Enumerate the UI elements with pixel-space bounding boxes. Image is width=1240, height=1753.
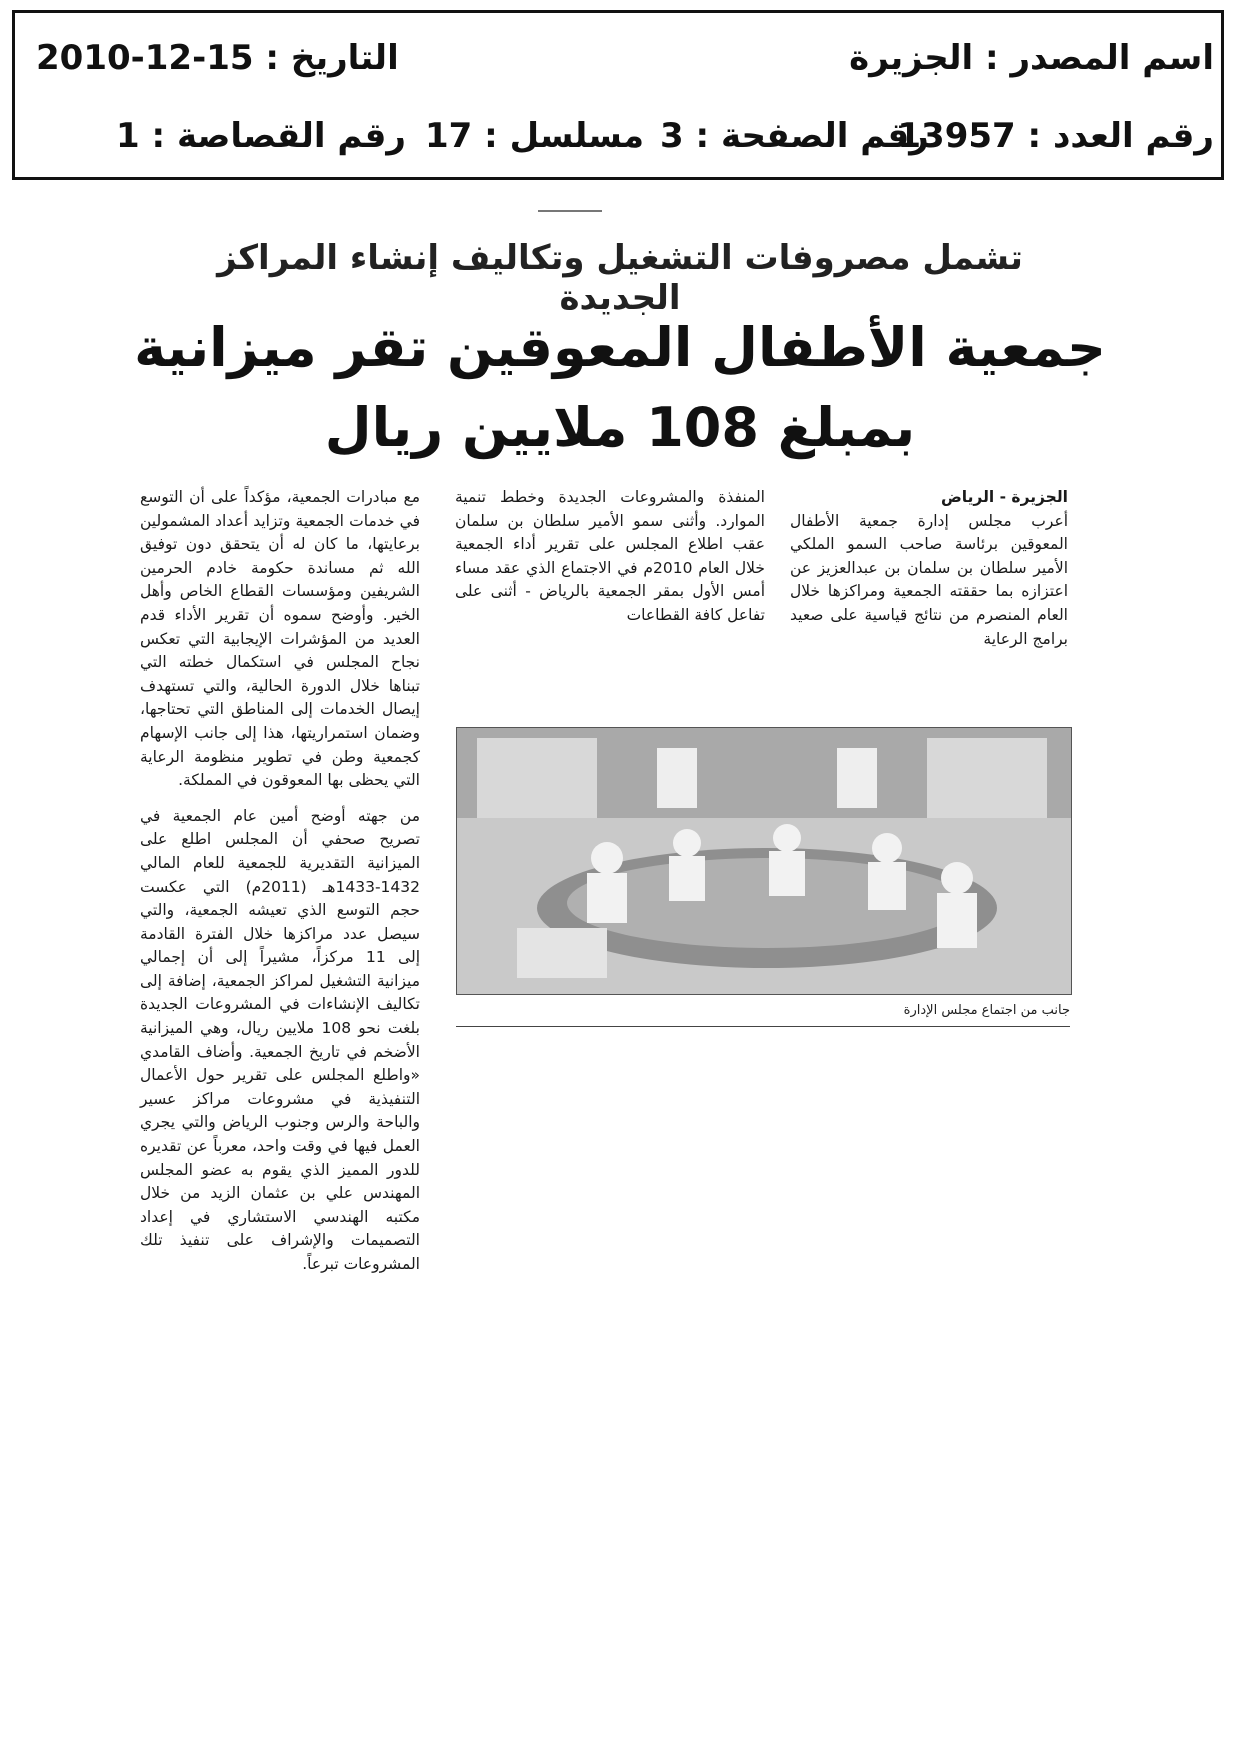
source-label: اسم المصدر : الجزيرة [849,38,1214,78]
meeting-photo-image [457,728,1071,994]
article-subtitle: تشمل مصروفات التشغيل وتكاليف إنشاء المراكز الجديدة [217,238,1023,318]
headline-line-1: جمعية الأطفال المعوقين تقر ميزانية [134,316,1106,379]
column-middle-text: المنفذة والمشروعات الجديدة وخطط تنمية الموارد. وأثنى سمو الأمير سلطان بن سلمان عقب اطلاع المجلس على تقرير أداء الجمعية خلال العام 2010م في الاجتماع الذي عقد مساء أمس الأول بمقر الجمعية بالرياض - أثنى على تفاعل كافة القطاعات [455,488,765,624]
clip-label: رقم القصاصة : 1 [116,116,406,156]
caption-rule [456,1026,1070,1027]
serial-label: مسلسل : 17 [425,116,645,156]
column-right-text: أعرب مجلس إدارة جمعية الأطفال المعوقين برئاسة صاحب السمو الملكي الأمير سلطان بن سلمان بن عبدالعزيز عن اعتزازه بما حققته الجمعية ومراكزها خلال العام المنصرم من نتائج قياسية على صعيد برامج الرعاية [790,511,1068,648]
page-label: رقم الصفحة : 3 [660,116,929,156]
column-left-paragraph-2: من جهته أوضح أمين عام الجمعية في تصريح صحفي أن المجلس اطلع على الميزانية التقديرية للجمعية للعام المالي 1432-1433هـ (2011م) التي عكست حجم التوسع الذي تعيشه الجمعية، والتي سيصل عدد مراكزها خلال الفترة القادمة إلى 11 مركزاً، مشيراً إلى أن إجمالي ميزانية التشغيل لمراكز الجمعية، إضافة إلى تكاليف الإنشاءات في المشروعات الجديدة بلغت نحو 108 ملايين ريال، وهي الميزانية الأضخم في تاريخ الجمعية. وأضاف القامدي «واطلع المجلس على تقرير حول الأعمال التنفيذية في مشروعات مراكز عسير والباحة والرس وجنوب الرياض والتي يجري العمل فيها في وقت واحد، معرباً عن تقديره للدور المميز الذي يقوم به عضو المجلس المهندس علي بن عثمان الزيد من خلال مكتبه الهندسي الاستشاري في إعداد التصميمات والإشراف على تنفيذ تلك المشروعات تبرعاً. [140,806,420,1273]
photo-caption: جانب من اجتماع مجلس الإدارة [903,1003,1070,1018]
meeting-photo [456,727,1072,995]
article-column-right [790,486,1068,651]
ornament-rule [538,210,602,212]
date-label: التاريخ : 15-12-2010 [36,38,399,78]
issue-label: رقم العدد : 13957 [897,116,1214,156]
column-left-paragraph-1: مع مبادرات الجمعية، مؤكداً على أن التوسع في خدمات الجمعية وتزايد أعداد المشمولين برعايتها، ما كان له أن يتحقق دون توفيق الله ثم مساندة حكومة خادم الحرمين الشريفين ومؤسسات القطاع الخاص وأهل الخير. وأوضح سموه أن تقرير الأداء قدم العديد من المؤشرات الإيجابية التي تعكس نجاح المجلس في استكمال خطته التي تبناها خلال الدورة الحالية، والتي تستهدف إيصال الخدمات إلى المناطق التي تحتاجها، وضمان استمراريتها، هذا إلى جانب الإسهام كجمعية وطن في تطوير منظومة الرعاية التي يحظى بها المعوقون في المملكة. [140,488,420,790]
dateline: الجزيرة - الرياض [940,488,1068,506]
article-column-left [140,486,420,1277]
article-column-middle [455,486,765,628]
headline-line-2: بمبلغ 108 ملايين ريال [324,396,916,459]
